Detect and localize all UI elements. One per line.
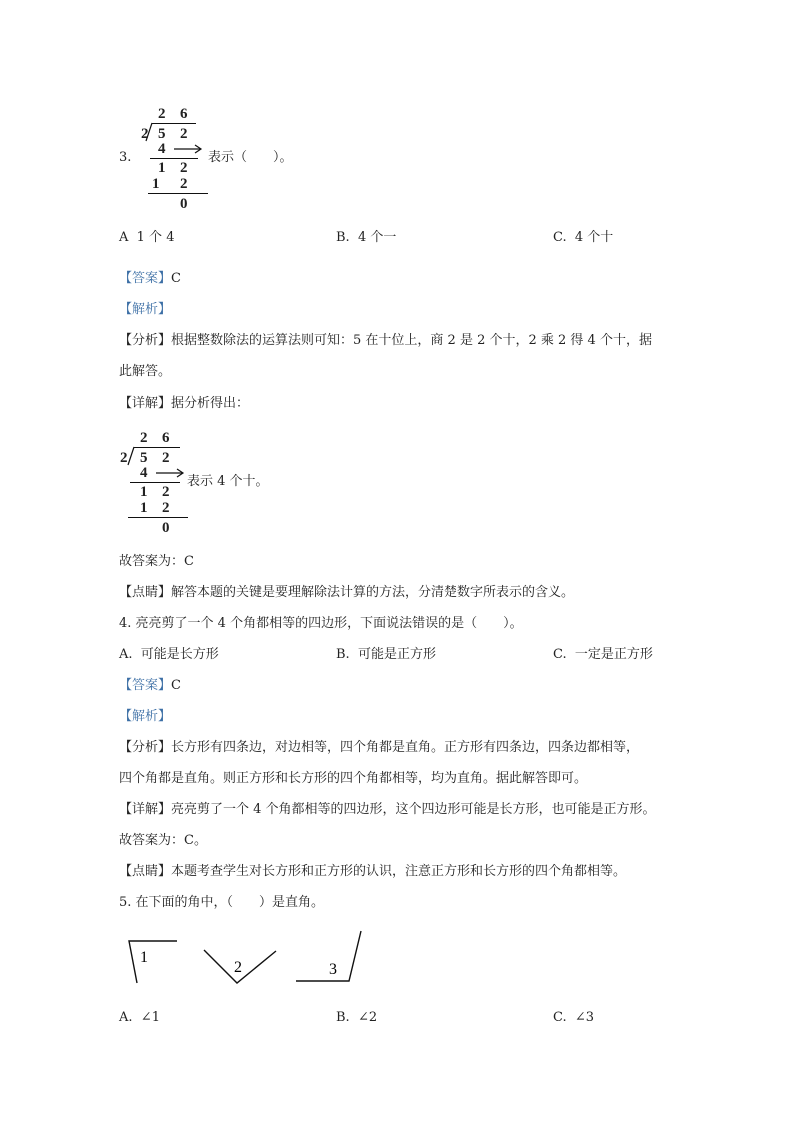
q4-option-a[interactable]: [119, 647, 219, 663]
option-letter: C.: [553, 647, 567, 662]
fenxi-tag: 【分析】: [119, 333, 172, 348]
q4-xiangjie: [119, 802, 656, 818]
q4-option-c[interactable]: [553, 647, 653, 663]
option-text: ∠3: [574, 1010, 595, 1025]
quotient-digit: 2: [158, 106, 166, 122]
q3-option-b[interactable]: [336, 230, 396, 246]
q4-fenxi-line2: 四个角都是直角。则正方形和长方形的四个角都相等，均为直角。据此解答即可。: [119, 771, 588, 786]
dividend-digit: 5: [158, 126, 166, 142]
answer-tag: 【答案】: [119, 678, 172, 693]
q4-dianjing: [119, 864, 626, 880]
step-digit: 2: [162, 500, 170, 516]
arrow-right-icon: [174, 144, 204, 154]
option-letter: C.: [553, 1010, 567, 1025]
dianjing-text: 本题考查学生对长方形和正方形的认识，注意正方形和长方形的四个角都相等。: [171, 864, 627, 879]
q5-option-c[interactable]: [553, 1010, 594, 1026]
q3-stem-suffix: 表示（ ）。: [208, 150, 293, 165]
q4-stem: 4. 亮亮剪了一个 4 个角都相等的四边形，下面说法错误的是（ ）。: [119, 616, 523, 631]
dividend-digit: 2: [162, 450, 170, 466]
q4-analysis-tag: 【解析】: [119, 709, 172, 724]
step-digit: 2: [180, 160, 188, 176]
option-text: 4 个十: [574, 230, 614, 245]
q4-fenxi-line1: [119, 740, 639, 756]
q3-detail-suffix: 表示 4 个十。: [187, 474, 269, 489]
step-digit: 2: [162, 484, 170, 500]
q4-answer: [119, 678, 181, 694]
arrow-right-icon: [156, 468, 186, 478]
angle-1: [129, 941, 177, 983]
xiangjie-tag: 【详解】: [119, 396, 172, 411]
option-text: 4 个一: [357, 230, 397, 245]
step-digit: 4: [158, 141, 166, 157]
step-digit: 1: [152, 176, 160, 192]
q3-fenxi-line2: 此解答。: [119, 364, 172, 379]
q3-division-figure: [118, 102, 218, 214]
q3-dianjing: [119, 585, 574, 601]
option-letter: B.: [336, 230, 350, 245]
option-letter: B.: [336, 647, 350, 662]
dividend-digit: 5: [140, 450, 148, 466]
q5-angles-figure: [124, 926, 384, 992]
dianjing-tag: 【点睛】: [119, 585, 172, 600]
angle-2-label: 2: [234, 959, 242, 976]
fenxi-tag: 【分析】: [119, 740, 172, 755]
dianjing-text: 解答本题的关键是要理解除法计算的方法，分清楚数字所表示的含义。: [171, 585, 575, 600]
step-digit: 2: [180, 176, 188, 192]
q3-answer: [119, 271, 181, 287]
q3-conclusion: 故答案为：C: [119, 554, 194, 569]
q3-option-c[interactable]: [553, 230, 613, 246]
q3-xiangjie: [119, 396, 249, 412]
remainder-digit: 0: [180, 196, 188, 212]
q4-option-b[interactable]: [336, 647, 436, 663]
quotient-digit: 6: [180, 106, 188, 122]
option-text: 1 个 4: [136, 230, 175, 245]
q5-stem: 5. 在下面的角中，（ ）是直角。: [119, 895, 325, 910]
option-letter: C.: [553, 230, 567, 245]
quotient-digit: 2: [140, 430, 148, 446]
step-digit: 1: [140, 484, 148, 500]
angle-1-label: 1: [140, 949, 148, 966]
q3-number: 3.: [119, 150, 132, 165]
divisor: 2: [141, 126, 149, 142]
option-text: 可能是正方形: [357, 647, 436, 662]
xiangjie-text: 据分析得出：: [171, 396, 250, 411]
option-letter: A: [119, 230, 129, 245]
quotient-digit: 6: [162, 430, 170, 446]
xiangjie-tag: 【详解】: [119, 802, 172, 817]
dividend-digit: 2: [180, 126, 188, 142]
step-digit: 4: [140, 465, 148, 481]
option-letter: A.: [119, 1010, 133, 1025]
fenxi-text: 根据整数除法的运算法则可知：5 在十位上，商 2 是 2 个十，2 乘 2 得 4 个十，据: [171, 333, 652, 348]
option-text: ∠2: [357, 1010, 378, 1025]
option-text: ∠1: [140, 1010, 160, 1025]
answer-tag: 【答案】: [119, 271, 172, 286]
q4-conclusion: 故答案为：C。: [119, 833, 207, 848]
angle-3-label: 3: [329, 961, 337, 978]
q3-fenxi-line1: [119, 333, 652, 349]
option-letter: B.: [336, 1010, 350, 1025]
answer-value: C: [171, 271, 181, 286]
answer-value: C: [171, 678, 181, 693]
option-text: 可能是长方形: [140, 647, 219, 662]
fenxi-text: 长方形有四条边，对边相等，四个角都是直角。正方形有四条边，四条边都相等，: [171, 740, 640, 755]
q5-option-b[interactable]: [336, 1010, 377, 1026]
xiangjie-text: 亮亮剪了一个 4 个角都相等的四边形，这个四边形可能是长方形，也可能是正方形。: [171, 802, 656, 817]
q3-detail-division-figure: [96, 426, 196, 538]
q3-analysis-tag: 【解析】: [119, 302, 172, 317]
divisor: 2: [120, 450, 128, 466]
option-text: 一定是正方形: [574, 647, 653, 662]
q3-option-a[interactable]: [119, 230, 174, 246]
dianjing-tag: 【点睛】: [119, 864, 172, 879]
step-digit: 1: [158, 160, 166, 176]
remainder-digit: 0: [162, 520, 170, 536]
step-digit: 1: [140, 500, 148, 516]
option-letter: A.: [119, 647, 133, 662]
q5-option-a[interactable]: [119, 1010, 160, 1026]
